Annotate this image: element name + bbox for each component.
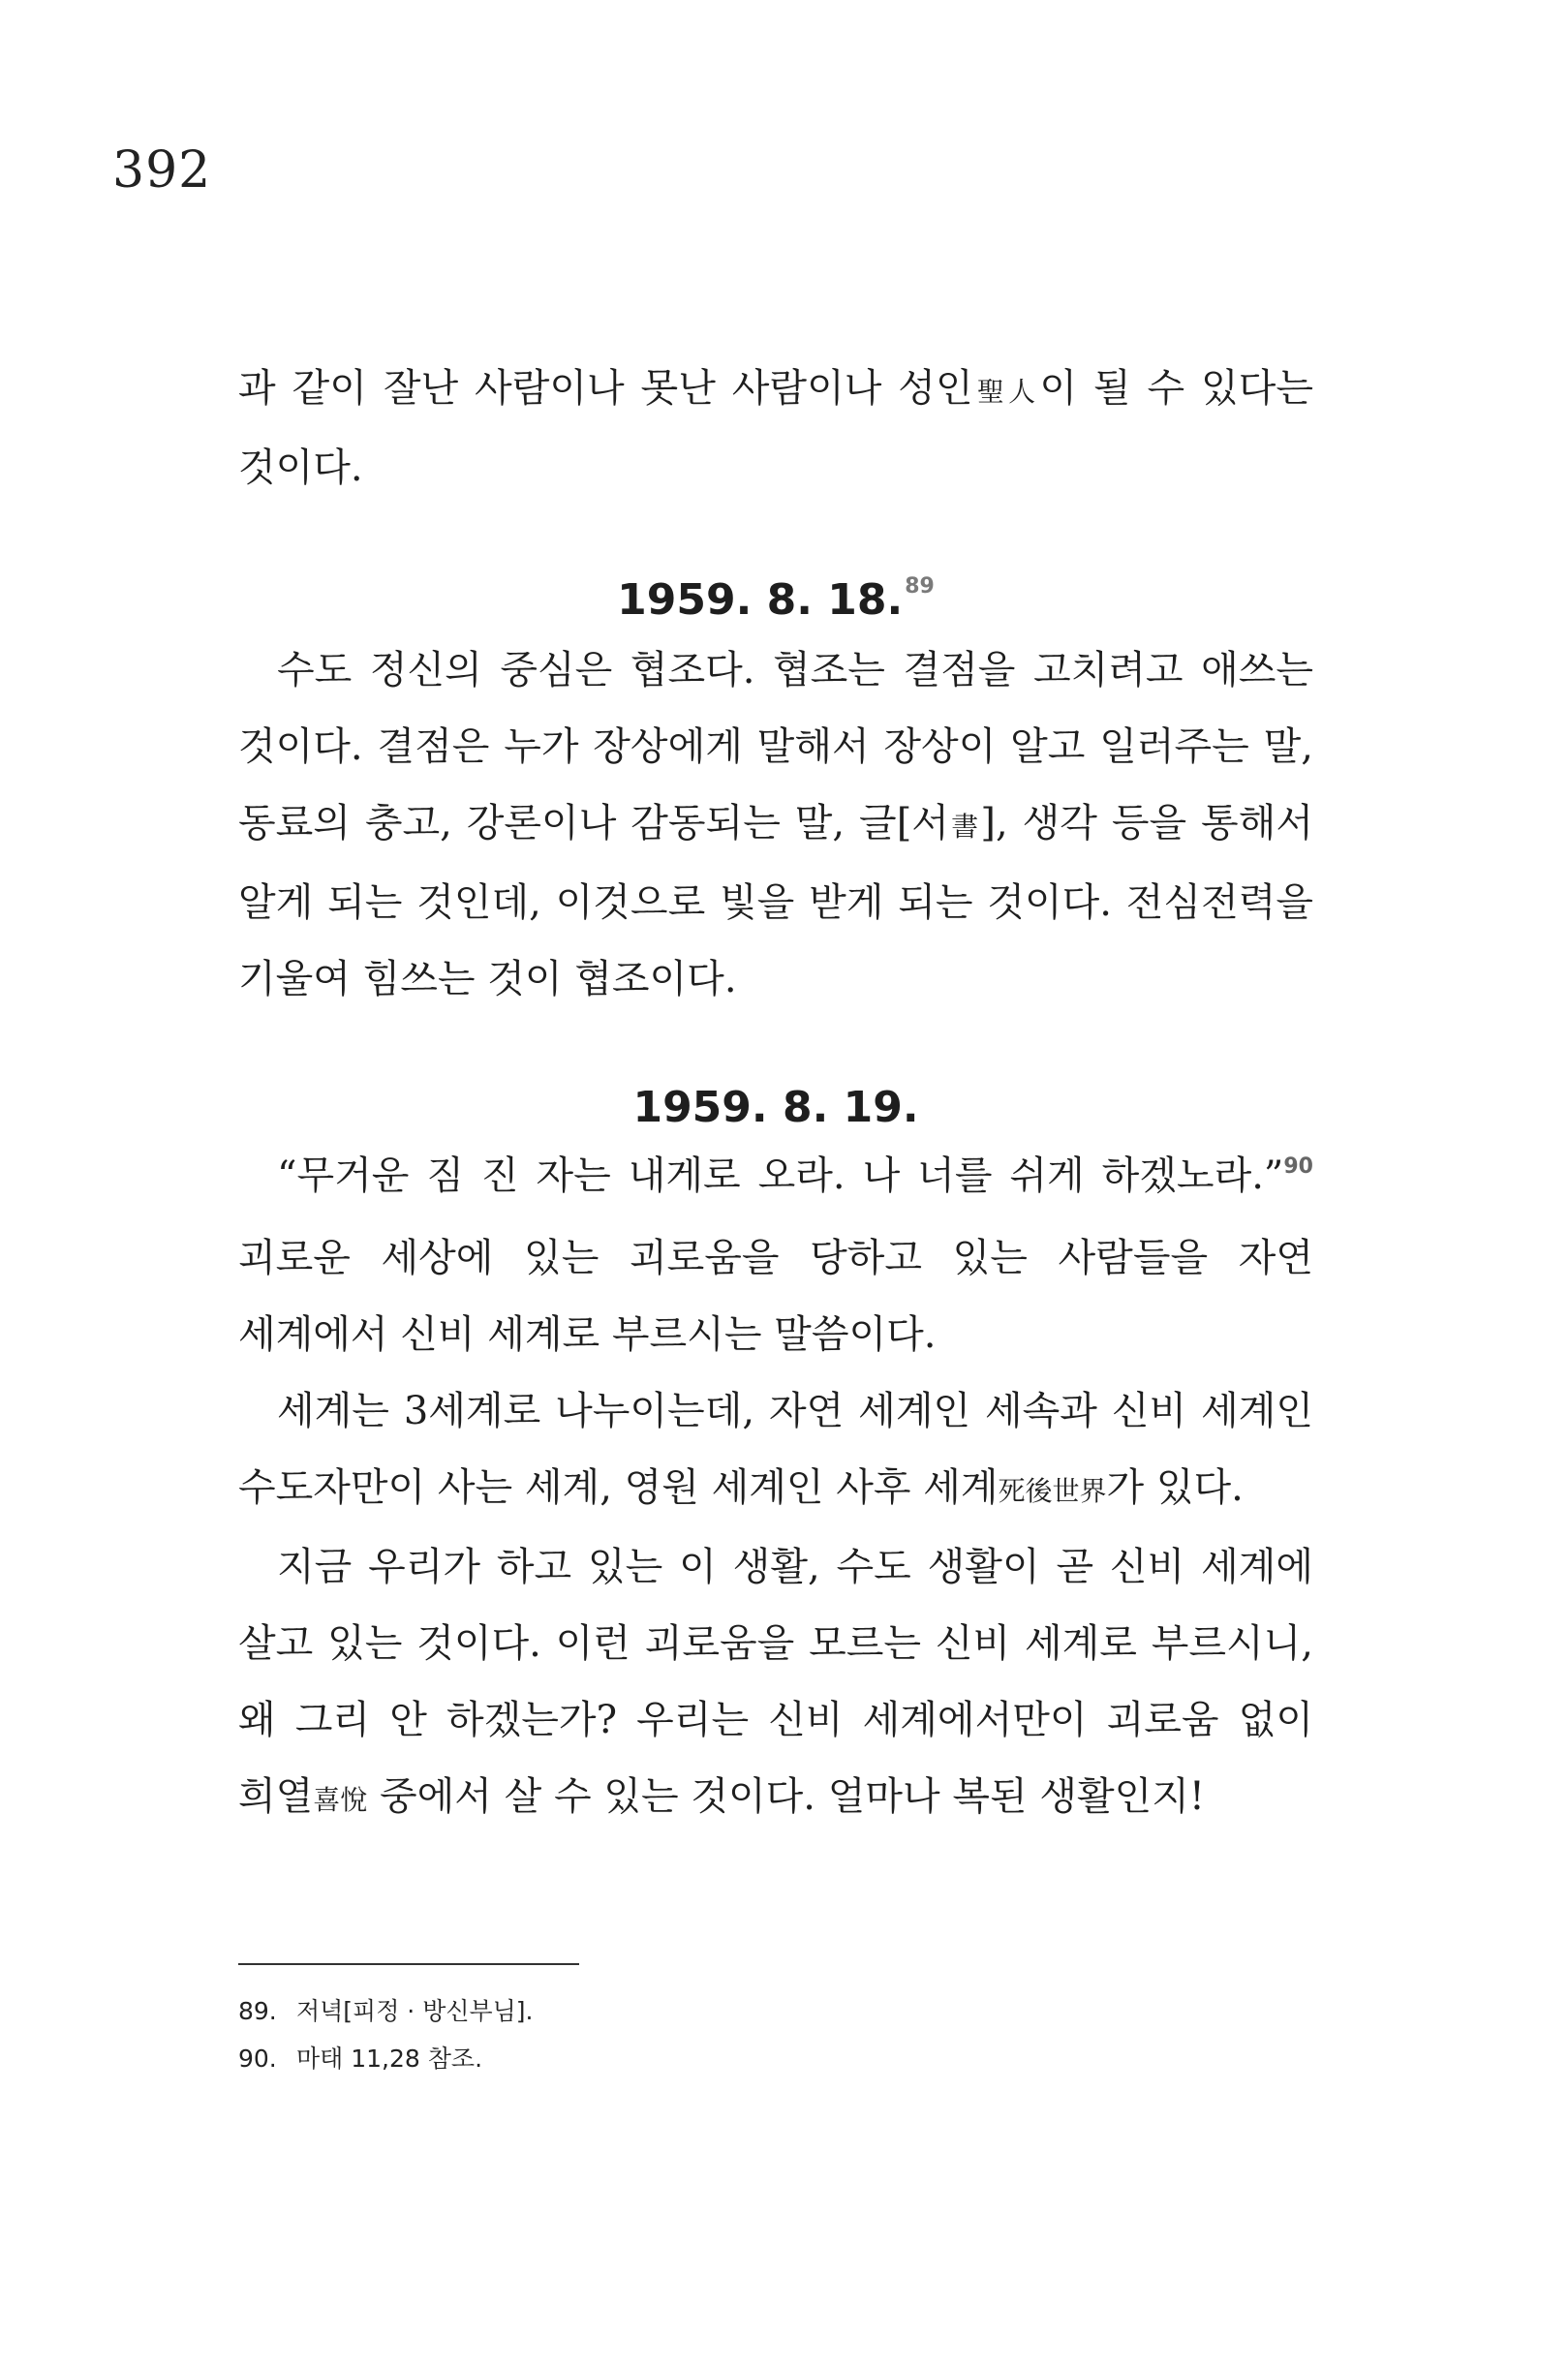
entry-heading-2 [238, 1083, 1313, 1132]
page-number: 392 [112, 141, 212, 200]
entry-2-paragraph-3 [238, 1529, 1313, 1838]
paragraph-text: 세계는 3세계로 나누이는데, 자연 세계인 세속과 신비 세계인 수도자만이 사는 세계, 영원 세계인 사후 세계 [238, 1389, 1313, 1510]
footnote-text: 마태 11,28 참조. [296, 2045, 483, 2073]
footnote-text: 저녁[피정 · 방신부님]. [296, 1997, 534, 2025]
footnote-89 [238, 1987, 534, 2035]
footnote-90 [238, 2035, 534, 2082]
footnotes [238, 1987, 534, 2082]
paragraph-text: 수도 정신의 중심은 협조다. 협조는 결점을 고치려고 애쓰는 것이다. 결점은 누가 장상에게 말해서 장상이 알고 일러주는 말, 동료의 충고, 강론이나 감동되는 말, 글[서 [238, 648, 1313, 846]
paragraph-text-after: 괴로운 세상에 있는 괴로움을 당하고 있는 사람들을 자연 세계에서 신비 세계로 부르시는 말씀이다. [238, 1236, 1313, 1357]
footnote-number: 90. [238, 2045, 277, 2073]
intro-text-after: 이 될 수 있다는 것이다. [238, 366, 1314, 490]
footnote-ref-90: 90 [1283, 1154, 1313, 1179]
entry-heading-1 [238, 574, 1313, 625]
intro-paragraph [238, 351, 1313, 507]
entry-2-paragraph-1 [238, 1138, 1313, 1373]
entry-1-paragraph-1 [238, 632, 1313, 1018]
paragraph-text: 지금 우리가 하고 있는 이 생활, 수도 생활이 곧 신비 세계에 살고 있는 것이다. 이런 괴로움을 모르는 신비 세계로 부르시니, 왜 그리 안 하겠는가? 우리는 신비 세계에서만이 괴로움 없이 희열 [238, 1545, 1313, 1819]
intro-hanja: 聖人 [972, 376, 1040, 408]
intro-text: 과 같이 잘난 사람이나 못난 사람이나 성인 [238, 366, 973, 411]
paragraph-text: “무거운 짐 진 자는 내게로 오라. 나 너를 쉬게 하겠노라.” [277, 1153, 1284, 1198]
paragraph-text-after: 중에서 살 수 있는 것이다. 얼마나 복된 생활인지! [367, 1774, 1205, 1819]
paragraph-hanja: 喜悅 [313, 1784, 368, 1816]
paragraph-hanja: 書 [948, 811, 981, 843]
paragraph-text-after: 가 있다. [1106, 1465, 1244, 1510]
entry-body-1 [238, 632, 1313, 1018]
entry-2-paragraph-2 [238, 1373, 1313, 1529]
footnote-ref-89: 89 [905, 574, 935, 599]
entry-date-2: 1959. 8. 19. [632, 1083, 919, 1132]
entry-date-1: 1959. 8. 18. [617, 575, 904, 625]
paragraph-hanja: 死後世界 [998, 1475, 1107, 1507]
entry-body-2 [238, 1138, 1313, 1838]
footnote-number: 89. [238, 1997, 277, 2025]
paragraph-text-after: ], 생각 등을 통해서 알게 되는 것인데, 이것으로 빛을 받게 되는 것이다. 전심전력을 기울여 힘쓰는 것이 협조이다. [238, 801, 1313, 1001]
footnote-divider [238, 1963, 579, 1965]
